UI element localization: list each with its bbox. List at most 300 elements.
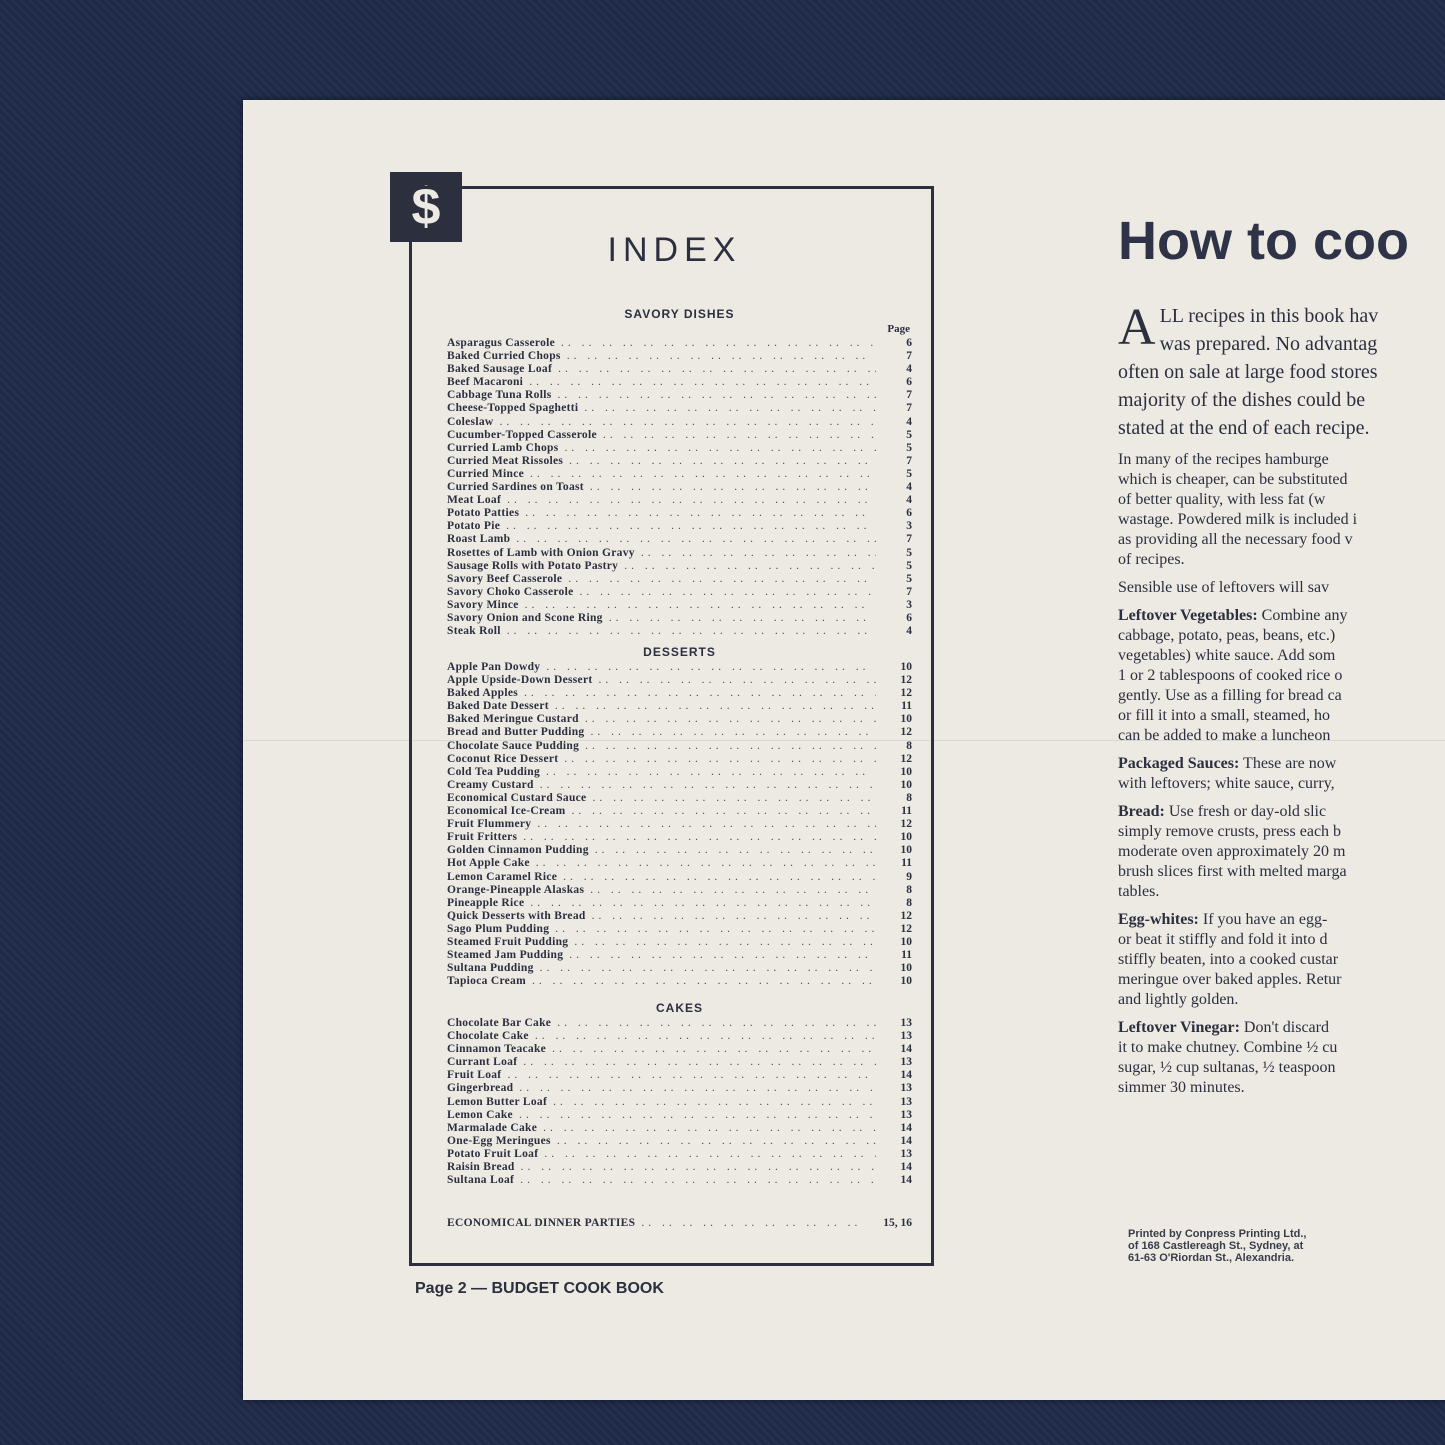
entry-page: 14 — [900, 1043, 912, 1056]
leader-dots — [535, 1030, 876, 1043]
index-entry — [447, 1069, 912, 1082]
entry-page: 4 — [906, 494, 912, 507]
leader-dots — [519, 1109, 876, 1122]
leader-dots — [520, 1174, 876, 1187]
entry-name: Currant Loaf — [447, 1056, 518, 1069]
leader-dots — [532, 975, 876, 988]
text-line: If you have an egg- — [1198, 911, 1328, 928]
leader-dots — [585, 740, 876, 753]
entry-name: Bread and Butter Pudding — [447, 726, 585, 739]
text-line: often on sale at large food stores — [1118, 361, 1378, 383]
cakes-section — [447, 1001, 912, 1187]
leader-dots — [564, 442, 876, 455]
entry-page: 3 — [906, 598, 912, 611]
printer-credit — [1128, 1228, 1306, 1264]
entry-page: 7 — [906, 350, 912, 363]
entry-page: 12 — [900, 687, 912, 700]
entry-name: Sausage Rolls with Potato Pastry — [447, 559, 619, 572]
entry-page: 5 — [906, 546, 912, 559]
leader-dots — [595, 844, 876, 857]
index-entry — [447, 337, 912, 350]
entry-page: 8 — [906, 896, 912, 909]
text-line: These are now — [1239, 755, 1337, 772]
index-entry — [447, 520, 912, 533]
index-entry — [447, 1082, 912, 1095]
text-line: of recipes. — [1118, 551, 1185, 568]
entry-name: Cucumber-Topped Casserole — [447, 428, 597, 441]
leader-dots — [507, 1069, 876, 1082]
index-entry — [447, 547, 912, 560]
entry-name: Orange-Pineapple Alaskas — [447, 883, 585, 896]
label-vinegar: Leftover Vinegar: — [1118, 1019, 1240, 1036]
entry-name: Fruit Fritters — [447, 831, 518, 844]
entry-name: Steak Roll — [447, 625, 501, 638]
leader-dots — [641, 547, 876, 560]
text-line: stated at the end of each recipe. — [1118, 417, 1370, 439]
entry-name: Baked Curried Chops — [447, 350, 561, 363]
desserts-section — [447, 645, 912, 988]
index-entry — [447, 612, 912, 625]
right-page — [1118, 210, 1445, 1098]
entry-page: 7 — [906, 389, 912, 402]
entry-name: Curried Mince — [447, 467, 525, 480]
entry-page: 6 — [906, 611, 912, 624]
leader-dots — [523, 831, 876, 844]
text-line: Use fresh or day-old slic — [1164, 803, 1327, 820]
entry-page: 12 — [900, 674, 912, 687]
index-entry — [447, 350, 912, 363]
text-line: LL recipes in this book hav — [1159, 305, 1379, 327]
index-entry — [447, 661, 912, 674]
entry-name: Potato Fruit Loaf — [447, 1147, 539, 1160]
entry-page: 10 — [900, 935, 912, 948]
text-line: and lightly golden. — [1118, 991, 1239, 1008]
index-entry — [447, 1096, 912, 1109]
entry-page: 11 — [901, 857, 912, 870]
entry-name: Cheese-Topped Spaghetti — [447, 402, 579, 415]
entry-page: 5 — [906, 559, 912, 572]
dollar-badge: $ — [390, 172, 462, 242]
dinner-section — [447, 1217, 912, 1230]
text-line: with leftovers; white sauce, curry, — [1118, 775, 1335, 792]
index-entry — [447, 573, 912, 586]
entry-name: Savory Beef Casserole — [447, 572, 563, 585]
index-entry — [447, 713, 912, 726]
entry-name: ECONOMICAL DINNER PARTIES — [447, 1217, 636, 1229]
text-line: meringue over baked apples. Retur — [1118, 971, 1342, 988]
leader-dots — [519, 1082, 876, 1095]
desserts-heading: DESSERTS — [643, 645, 716, 659]
entry-name: Sago Plum Pudding — [447, 922, 550, 935]
index-entry — [447, 753, 912, 766]
index-entry — [447, 1043, 912, 1056]
index-entry — [447, 949, 912, 962]
leader-dots — [516, 533, 876, 546]
text-line: stiffly beaten, into a cooked custar — [1118, 951, 1339, 968]
index-entry — [447, 1056, 912, 1069]
entry-name: Hot Apple Cake — [447, 857, 530, 870]
index-entry — [447, 1030, 912, 1043]
paragraph-vinegar — [1118, 1018, 1445, 1098]
leader-dots — [523, 1056, 876, 1069]
leader-dots — [569, 949, 876, 962]
entry-page: 14 — [900, 1134, 912, 1147]
entry-page: 13 — [900, 1147, 912, 1160]
leader-dots — [530, 468, 876, 481]
text-line: simmer 30 minutes. — [1118, 1079, 1245, 1096]
leader-dots — [590, 481, 876, 494]
entry-page: 14 — [900, 1121, 912, 1134]
index-entry — [447, 923, 912, 936]
entry-page: 10 — [900, 975, 912, 988]
entry-name: Savory Mince — [447, 598, 519, 611]
entry-name: Fruit Loaf — [447, 1069, 502, 1082]
label-egg-whites: Egg-whites: — [1118, 911, 1199, 928]
leader-dots — [561, 337, 876, 350]
text-line: simply remove crusts, press each b — [1118, 823, 1342, 840]
entry-name: Chocolate Bar Cake — [447, 1017, 552, 1029]
index-entry — [447, 897, 912, 910]
index-entry — [447, 468, 912, 481]
leader-dots — [555, 700, 876, 713]
index-entry — [447, 455, 912, 468]
leader-dots — [540, 962, 876, 975]
text-line: or fill it into a small, steamed, ho — [1118, 707, 1330, 724]
entry-page: 12 — [900, 818, 912, 831]
entry-page: 4 — [906, 625, 912, 638]
index-entry — [447, 1017, 912, 1030]
entry-page: 13 — [900, 1030, 912, 1043]
label-sauces: Packaged Sauces: — [1118, 755, 1240, 772]
index-entry — [447, 560, 912, 573]
leader-dots — [525, 507, 876, 520]
paragraph-bread — [1118, 802, 1445, 902]
leader-dots — [499, 416, 876, 429]
entry-page: 13 — [900, 1095, 912, 1108]
index-entry — [447, 700, 912, 713]
entry-name: Curried Sardines on Toast — [447, 481, 584, 494]
entry-name: Lemon Cake — [447, 1108, 513, 1121]
index-entry — [447, 766, 912, 779]
leader-dots — [546, 766, 876, 779]
text-line: of 168 Castlereagh St., Sydney, at — [1128, 1240, 1304, 1252]
entry-name: Curried Meat Rissoles — [447, 454, 564, 467]
entry-page: 12 — [900, 752, 912, 765]
entry-name: Lemon Caramel Rice — [447, 870, 558, 883]
index-entry — [447, 1174, 912, 1187]
entry-name: Potato Patties — [447, 507, 520, 520]
entry-page: 13 — [900, 1082, 912, 1095]
entry-page: 8 — [906, 791, 912, 804]
index-entry — [447, 1122, 912, 1135]
entry-page: 14 — [900, 1174, 912, 1187]
entry-page: 10 — [900, 844, 912, 857]
page-footer: Page 2 — BUDGET COOK BOOK — [415, 1280, 664, 1297]
entry-page: 10 — [900, 778, 912, 791]
index-entry — [447, 363, 912, 376]
entry-name: Baked Sausage Loaf — [447, 363, 553, 376]
entry-name: Chocolate Cake — [447, 1030, 529, 1043]
entry-page: 14 — [900, 1161, 912, 1174]
entry-page: 10 — [900, 765, 912, 778]
leader-dots — [624, 560, 876, 573]
entry-page: 10 — [900, 661, 912, 673]
index-entry — [447, 779, 912, 792]
entry-page: 13 — [900, 1108, 912, 1121]
leader-dots — [507, 494, 876, 507]
leader-dots — [557, 1017, 876, 1030]
entry-name: Steamed Jam Pudding — [447, 949, 564, 962]
leader-dots — [564, 753, 876, 766]
index-entry — [447, 494, 912, 507]
entry-page: 6 — [906, 376, 912, 389]
entry-name: Cinnamon Teacake — [447, 1043, 547, 1056]
text-line: gently. Use as a filling for bread ca — [1118, 687, 1342, 704]
label-bread: Bread: — [1118, 803, 1165, 820]
entry-name: Baked Apples — [447, 687, 519, 700]
entry-name: Golden Cinnamon Pudding — [447, 844, 589, 857]
index-entry — [447, 936, 912, 949]
index-entry — [447, 389, 912, 402]
leader-dots — [525, 599, 876, 612]
index-entry — [447, 1135, 912, 1148]
entry-name: Apple Pan Dowdy — [447, 661, 541, 673]
entry-page: 7 — [906, 402, 912, 415]
text-line: cabbage, potato, peas, beans, etc.) — [1118, 627, 1336, 644]
entry-page: 4 — [906, 415, 912, 428]
entry-name: Pineapple Rice — [447, 896, 525, 909]
entry-name: Raisin Bread — [447, 1161, 515, 1174]
leader-dots — [609, 612, 876, 625]
entry-name: Marmalade Cake — [447, 1121, 538, 1134]
text-line: wastage. Powdered milk is included i — [1118, 511, 1358, 528]
index-entry — [447, 416, 912, 429]
leader-dots — [553, 1096, 876, 1109]
text-line: 1 or 2 tablespoons of cooked rice o — [1118, 667, 1343, 684]
leader-dots — [641, 1217, 858, 1230]
index-entry — [447, 402, 912, 415]
index-entry — [447, 884, 912, 897]
index-entry — [447, 871, 912, 884]
page-column-label: Page — [887, 323, 910, 335]
text-line: tables. — [1118, 883, 1160, 900]
text-line: it to make chutney. Combine ½ cu — [1118, 1039, 1338, 1056]
entry-page: 5 — [906, 441, 912, 454]
entry-page: 8 — [906, 739, 912, 752]
text-line: which is cheaper, can be substituted — [1118, 471, 1348, 488]
savory-list — [447, 337, 912, 638]
entry-name: Rosettes of Lamb with Onion Gravy — [447, 546, 635, 559]
index-entry — [447, 533, 912, 546]
text-line: majority of the dishes could be — [1118, 389, 1366, 411]
index-entry — [447, 740, 912, 753]
leader-dots — [555, 923, 876, 936]
text-line: sugar, ½ cup sultanas, ½ teaspoon — [1118, 1059, 1336, 1076]
intro-paragraph — [1118, 299, 1445, 442]
leader-dots — [530, 897, 876, 910]
entry-page: 14 — [900, 1069, 912, 1082]
paragraph-sauces — [1118, 754, 1445, 794]
leader-dots — [558, 363, 876, 376]
index-entry — [447, 1161, 912, 1174]
entry-name: Gingerbread — [447, 1082, 514, 1095]
index-entry — [447, 805, 912, 818]
entry-name: Economical Ice-Cream — [447, 805, 566, 818]
entry-name: Coconut Rice Dessert — [447, 752, 559, 765]
leader-dots — [529, 376, 876, 389]
entry-name: Creamy Custard — [447, 778, 534, 791]
index-entry — [447, 586, 912, 599]
text-line: or beat it stiffly and fold it into d — [1118, 931, 1328, 948]
entry-page: 13 — [900, 1017, 912, 1029]
desserts-list — [447, 661, 912, 988]
index-entry — [447, 1148, 912, 1161]
entry-name: Meat Loaf — [447, 494, 502, 507]
index-entry — [447, 818, 912, 831]
entry-name: Potato Pie — [447, 520, 501, 533]
leader-dots — [574, 936, 876, 949]
text-line: was prepared. No advantag — [1159, 333, 1378, 355]
text-line: Combine any — [1257, 607, 1348, 624]
leader-dots — [568, 573, 876, 586]
leader-dots — [567, 350, 876, 363]
index-entry — [447, 674, 912, 687]
index-entry — [447, 429, 912, 442]
leader-dots — [524, 687, 876, 700]
entry-page: 15, 16 — [883, 1217, 912, 1229]
index-entry — [447, 726, 912, 739]
entry-page: 13 — [900, 1056, 912, 1069]
index-entry — [447, 1217, 912, 1230]
text-line: of better quality, with less fat (w — [1118, 491, 1326, 508]
entry-name: Baked Meringue Custard — [447, 713, 579, 726]
text-line: can be added to make a luncheon — [1118, 727, 1331, 744]
leader-dots — [557, 1135, 876, 1148]
index-title: INDEX — [607, 231, 742, 269]
leader-dots — [552, 1043, 876, 1056]
index-entry — [447, 975, 912, 988]
entry-name: Fruit Flummery — [447, 818, 532, 831]
entry-page: 12 — [900, 726, 912, 739]
savory-section — [447, 307, 912, 638]
paragraph-leftovers: Sensible use of leftovers will sav — [1118, 579, 1330, 596]
index-entry — [447, 376, 912, 389]
index-entry — [447, 687, 912, 700]
cakes-list — [447, 1017, 912, 1187]
entry-page: 5 — [906, 467, 912, 480]
entry-page: 4 — [906, 481, 912, 494]
leader-dots — [569, 455, 876, 468]
index-entry — [447, 481, 912, 494]
entry-page: 12 — [900, 922, 912, 935]
paragraph-hamburger — [1118, 450, 1445, 570]
text-line: In many of the recipes hamburge — [1118, 451, 1329, 468]
index-entry — [447, 507, 912, 520]
entry-page: 8 — [906, 883, 912, 896]
leader-dots — [521, 1161, 876, 1174]
text-line: brush slices first with melted marga — [1118, 863, 1347, 880]
cookbook-page — [243, 100, 1445, 1400]
leader-dots — [572, 805, 876, 818]
text-line: moderate oven approximately 20 m — [1118, 843, 1346, 860]
index-entry — [447, 442, 912, 455]
entry-name: Roast Lamb — [447, 533, 511, 546]
entry-name: Curried Lamb Chops — [447, 441, 559, 454]
entry-page: 11 — [901, 700, 912, 713]
leader-dots — [507, 625, 876, 638]
entry-page: 6 — [906, 507, 912, 520]
label-vegetables: Leftover Vegetables: — [1118, 607, 1258, 624]
intro-lines — [1118, 299, 1445, 442]
entry-page: 7 — [906, 454, 912, 467]
entry-page: 11 — [901, 949, 912, 962]
entry-name: Tapioca Cream — [447, 975, 526, 988]
entry-page: 7 — [906, 533, 912, 546]
index-entry — [447, 844, 912, 857]
leader-dots — [537, 818, 876, 831]
leader-dots — [603, 429, 876, 442]
text-line: 61-63 O'Riordan St., Alexandria. — [1128, 1252, 1295, 1264]
entry-name: Cold Tea Pudding — [447, 765, 541, 778]
entry-page: 7 — [906, 585, 912, 598]
index-entry — [447, 910, 912, 923]
entry-name: Baked Date Dessert — [447, 700, 549, 713]
leader-dots — [536, 857, 876, 870]
entry-name: Asparagus Casserole — [447, 337, 556, 349]
drop-cap: A — [1118, 299, 1156, 356]
leader-dots — [506, 520, 876, 533]
entry-page: 9 — [906, 870, 912, 883]
entry-name: Steamed Fruit Pudding — [447, 935, 569, 948]
savory-heading: SAVORY DISHES — [624, 307, 735, 321]
entry-name: One-Egg Meringues — [447, 1134, 551, 1147]
leader-dots — [585, 713, 876, 726]
leader-dots — [590, 726, 876, 739]
text-line: vegetables) white sauce. Add som — [1118, 647, 1336, 664]
leader-dots — [584, 402, 876, 415]
leader-dots — [557, 389, 876, 402]
paragraph-vegetables — [1118, 606, 1445, 746]
entry-name: Chocolate Sauce Pudding — [447, 739, 580, 752]
entry-page: 5 — [906, 428, 912, 441]
leader-dots — [592, 910, 876, 923]
entry-name: Savory Choko Casserole — [447, 585, 574, 598]
leader-dots — [544, 1148, 876, 1161]
index-entry — [447, 857, 912, 870]
entry-page: 10 — [900, 831, 912, 844]
leader-dots — [580, 586, 876, 599]
entry-name: Quick Desserts with Bread — [447, 909, 586, 922]
entry-page: 11 — [901, 805, 912, 818]
entry-name: Coleslaw — [447, 415, 494, 428]
entry-name: Lemon Butter Loaf — [447, 1095, 548, 1108]
leader-dots — [540, 779, 876, 792]
entry-name: Sultana Loaf — [447, 1174, 515, 1187]
text-line: Don't discard — [1239, 1019, 1329, 1036]
index-box — [409, 186, 934, 1266]
leader-dots — [546, 661, 876, 674]
right-heading: How to coo — [1118, 211, 1409, 271]
index-entry — [447, 599, 912, 612]
entry-name: Apple Upside-Down Dessert — [447, 674, 593, 687]
entry-page: 10 — [900, 713, 912, 726]
paragraph-egg-whites — [1118, 910, 1445, 1010]
index-entry — [447, 962, 912, 975]
entry-page: 5 — [906, 572, 912, 585]
text-line: Printed by Conpress Printing Ltd., — [1128, 1228, 1307, 1240]
entry-page: 10 — [900, 962, 912, 975]
entry-page: 6 — [906, 337, 912, 349]
